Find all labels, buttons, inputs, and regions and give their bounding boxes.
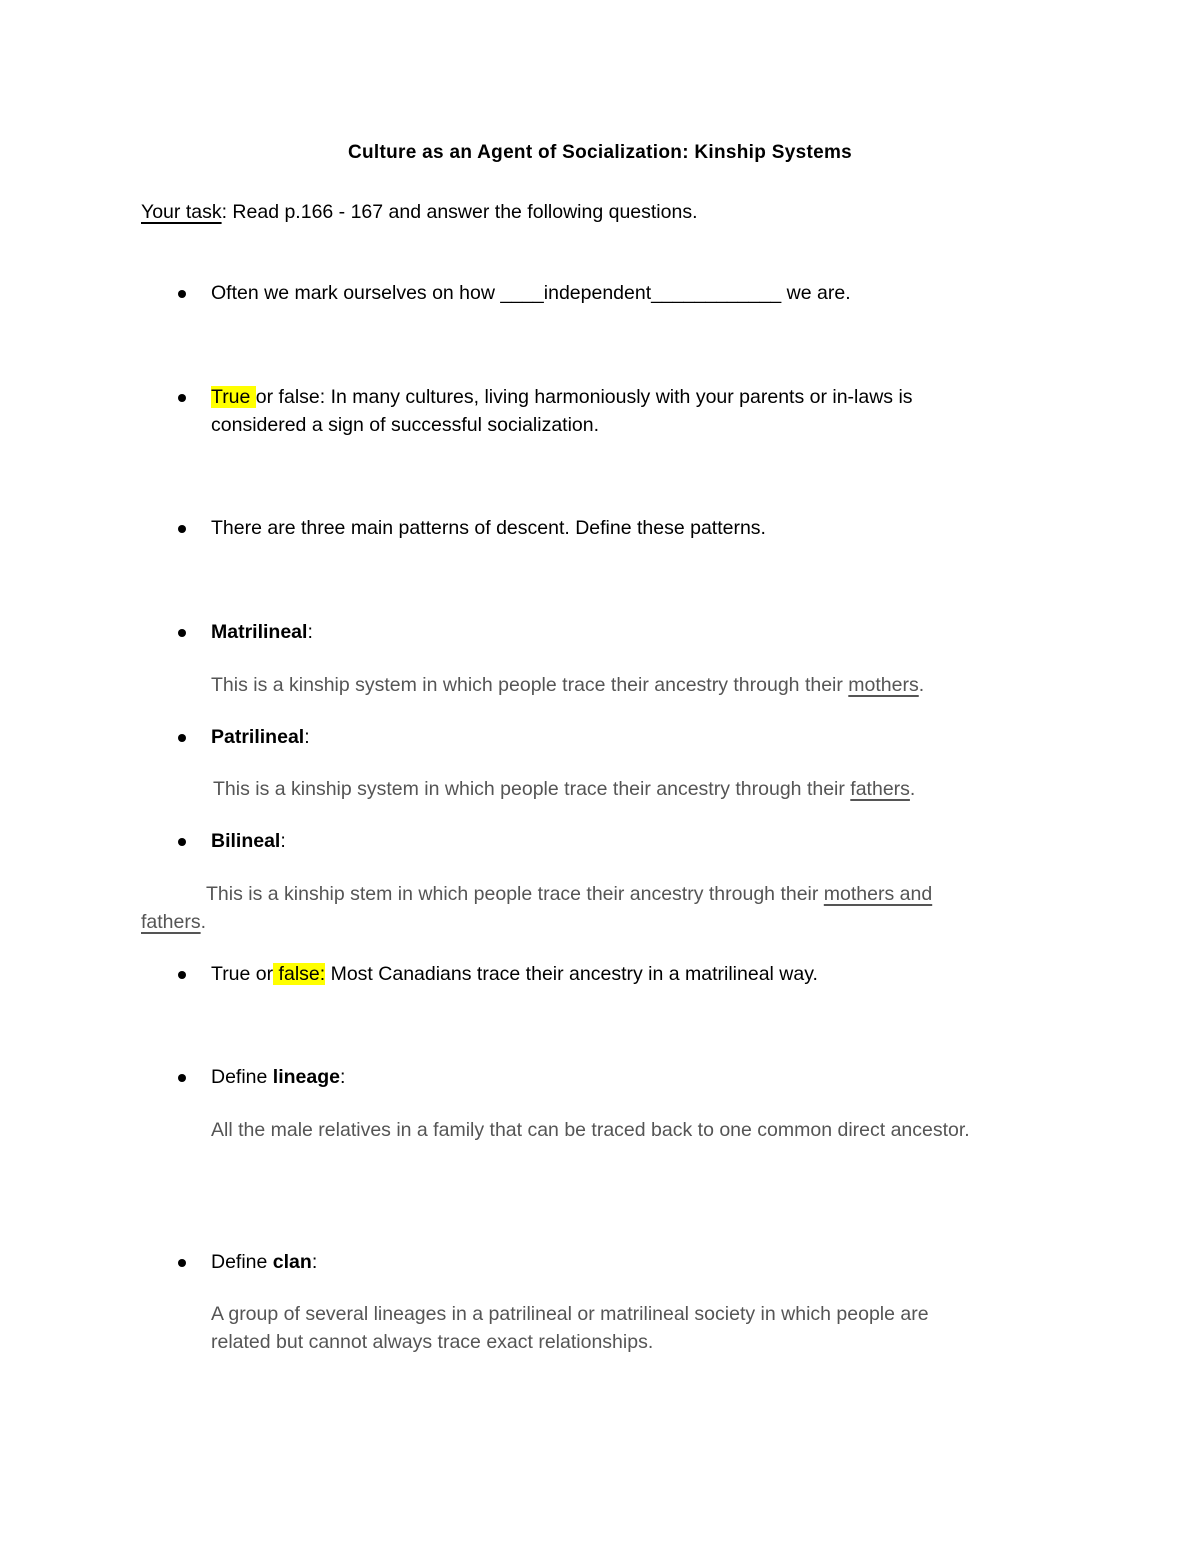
question-descent-patterns: There are three main patterns of descent. Define these patterns.	[211, 517, 766, 539]
bilineal-term: Bilineal	[211, 830, 281, 852]
q1-pre: Often we mark ourselves on how ____	[211, 282, 544, 304]
lineage-question	[211, 1063, 345, 1091]
bilineal-term-line	[211, 827, 286, 855]
matrilineal-term-line	[211, 618, 313, 646]
q4-rest: Most Canadians trace their ancestry in a matrilineal way.	[325, 963, 818, 985]
bilineal-def-key1: mothers and	[823, 883, 933, 905]
q2-highlight: True	[211, 386, 256, 408]
task-line	[141, 198, 698, 226]
question-true-false-1-line2: considered a sign of successful socialization.	[211, 414, 600, 436]
clan-question	[211, 1248, 317, 1276]
matrilineal-def-pre: This is a kinship system in which people trace their ancestry through their	[211, 674, 849, 696]
q1-post: ____________ we are.	[651, 282, 851, 304]
page-title: Culture as an Agent of Socialization: Kinship Systems	[348, 142, 852, 163]
question-true-false-1	[211, 383, 913, 411]
bilineal-def-key2: fathers	[141, 911, 201, 933]
bullet-icon	[178, 290, 186, 298]
clan-term: clan	[272, 1251, 312, 1273]
patrilineal-term: Patrilineal	[211, 726, 305, 748]
bilineal-def-pre: This is a kinship stem in which people trace their ancestry through their	[206, 883, 824, 905]
q4-highlight: false:	[273, 963, 326, 985]
bilineal-definition	[206, 880, 932, 908]
bullet-icon	[178, 971, 186, 979]
question-independent	[211, 279, 851, 307]
bullet-icon	[178, 1259, 186, 1267]
question-true-false-2	[211, 960, 818, 988]
task-label: Your task	[141, 201, 222, 223]
patrilineal-def-pre: This is a kinship system in which people trace their ancestry through their	[213, 778, 851, 800]
clan-pre: Define	[211, 1251, 273, 1273]
clan-answer-line1: A group of several lineages in a patrilineal or matrilineal society in which people are	[211, 1303, 929, 1325]
matrilineal-definition	[211, 671, 924, 699]
task-text: : Read p.166 - 167 and answer the following questions.	[221, 201, 698, 223]
q1-answer: independent	[543, 282, 652, 304]
bilineal-colon: :	[280, 830, 286, 852]
bullet-icon	[178, 1074, 186, 1082]
q2-rest: or false: In many cultures, living harmoniously with your parents or in-laws is	[255, 386, 913, 408]
patrilineal-definition	[213, 775, 915, 803]
bullet-icon	[178, 394, 186, 402]
patrilineal-term-line	[211, 723, 310, 751]
patrilineal-def-post: .	[909, 778, 916, 800]
bullet-icon	[178, 838, 186, 846]
lineage-colon: :	[340, 1066, 346, 1088]
matrilineal-def-key: mothers	[848, 674, 919, 696]
bullet-icon	[178, 629, 186, 637]
bilineal-definition-line2	[141, 908, 206, 936]
clan-colon: :	[311, 1251, 318, 1273]
patrilineal-def-key: fathers	[850, 778, 910, 800]
lineage-pre: Define	[211, 1066, 273, 1088]
bullet-icon	[178, 525, 186, 533]
lineage-answer: All the male relatives in a family that can be traced back to one common direct ancestor.	[211, 1119, 970, 1141]
bilineal-def-post: .	[200, 911, 207, 933]
patrilineal-colon: :	[304, 726, 310, 748]
bullet-icon	[178, 734, 186, 742]
clan-answer-line2: related but cannot always trace exact relationships.	[211, 1331, 654, 1353]
matrilineal-term: Matrilineal	[211, 621, 308, 643]
matrilineal-colon: :	[307, 621, 313, 643]
q4-pre: True or	[211, 963, 274, 985]
lineage-term: lineage	[272, 1066, 340, 1088]
matrilineal-def-post: .	[918, 674, 925, 696]
